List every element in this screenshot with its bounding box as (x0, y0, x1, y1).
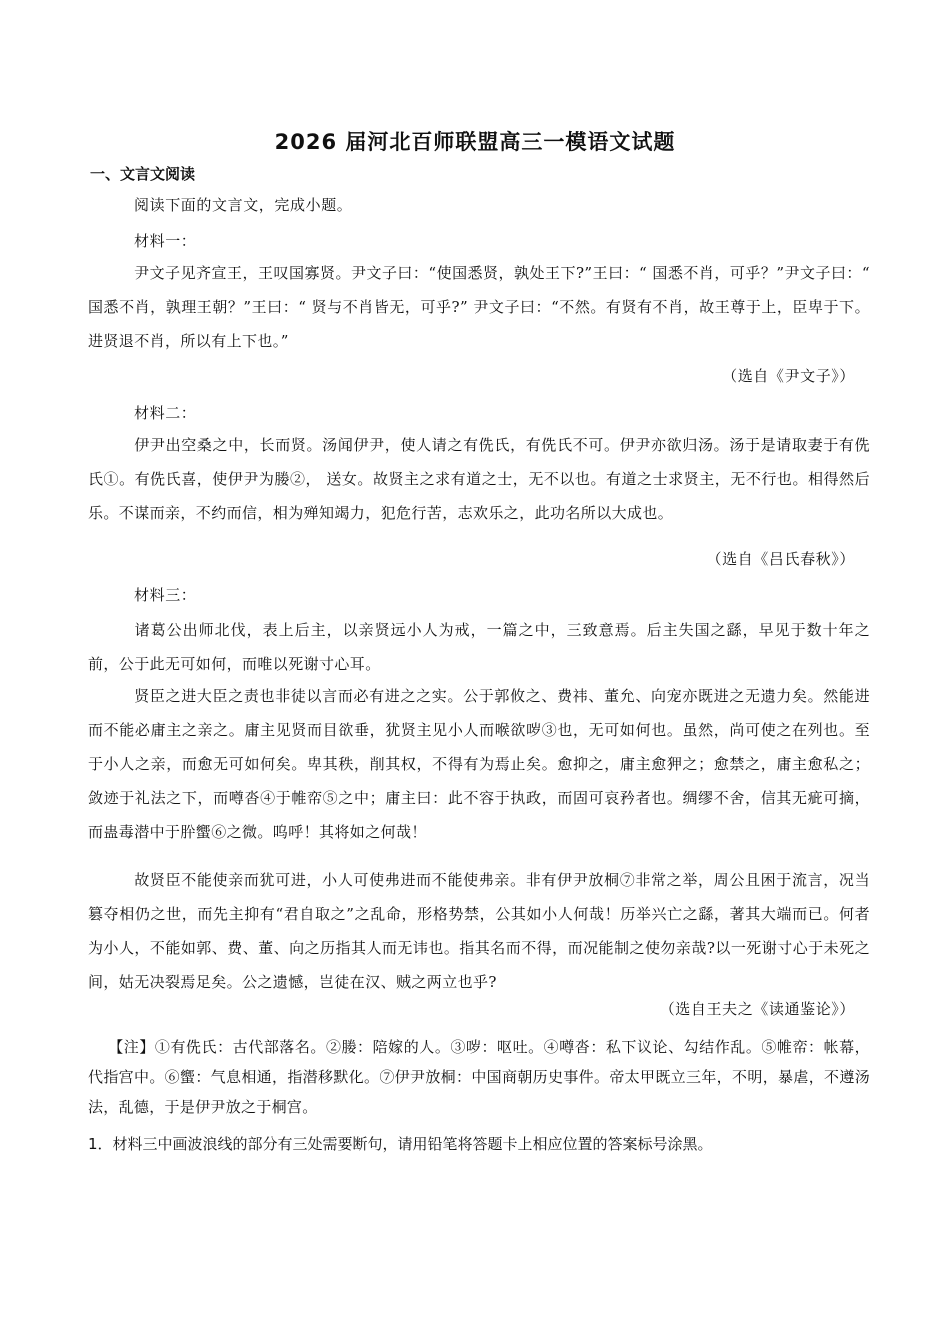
material3-label: 材料三： (134, 586, 197, 604)
section-heading: 一、文言文阅读 (90, 165, 196, 183)
material3-source: （选自王夫之《读通鉴论》） (659, 1000, 855, 1018)
material3-para3: 故贤臣不能使亲而犹可进，小人可使弗进而不能使弗亲。非有伊尹放桐⑦非常之举，周公且困于流言，况当篡夺相仍之世，而先主抑有“君自取之”之乱命，形格势禁，公其如小人何哉！历举兴亡之繇，著其大端而已。何者为小人，不能如郭、费、董、向之历指其人而无讳也。指其名而不得，而况能制之使勿亲哉?以一死谢寸心于未死之间，姑无决裂焉足矣。公之遗憾，岂徒在汉、贼之两立也乎? (88, 871, 870, 991)
page-title: 2026 届河北百师联盟高三一模语文试题 (274, 130, 676, 154)
material3-para1: 诸葛公出师北伐，表上后主，以亲贤远小人为戒，一篇之中，三致意焉。后主失国之繇，早见于数十年之前，公于此无可如何，而唯以死谢寸心耳。 (88, 621, 870, 673)
material1-source: （选自《尹文子》） (722, 367, 855, 385)
material2-label: 材料二： (134, 404, 197, 422)
question-1: 1．材料三中画波浪线的部分有三处需要断句，请用铅笔将答题卡上相应位置的答案标号涂黑。 (88, 1135, 713, 1153)
material2-source: （选自《吕氏春秋》） (706, 550, 855, 568)
material3-para2: 贤臣之进大臣之责也非徒以言而必有进之之实。公于郭攸之、费祎、董允、向宠亦既进之无遗力矣。然能进而不能必庸主之亲之。庸主见贤而目欲垂，犹贤主见小人而喉欲哕③也，无可如何也。虽然，尚可使之在列也。至于小人之亲，而愈无可如何矣。卑其秩，削其权，不得有为焉止矣。愈抑之，庸主愈狎之；愈禁之，庸主愈私之；敛迹于礼法之下，而噂沓④于帷帟⑤之中；庸主曰：此不容于执政，而固可哀矜者也。绸缪不舍，信其无疵可摘，而蛊毒潜中于肸蠁⑥之微。呜呼！其将如之何哉！ (88, 687, 870, 841)
notes: 【注】①有侁氏：古代部落名。②媵：陪嫁的人。③哕：呕吐。④噂沓：私下议论、勾结作乱。⑤帷帟：帐幕，代指宫中。⑥蠁：气息相通，指潜移默化。⑦伊尹放桐：中国商朝历史事件。帝太甲既立三年，不明，暴虐，不遵汤法，乱德，于是伊尹放之于桐宫。 (88, 1038, 870, 1116)
material1-text: 尹文子见齐宣王，王叹国寡贤。尹文子曰：“使国悉贤，孰处王下?”王曰：“ 国悉不肖，可乎？”尹文子曰：“ 国悉不肖，孰理王朝？”王曰：“ 贤与不肖皆无，可乎?” 尹文子曰：“不然。有贤有不肖，故王尊于上，臣卑于下。进贤退不肖，所以有上下也。” (88, 264, 870, 350)
instruction: 阅读下面的文言文，完成小题。 (134, 196, 353, 214)
material1-label: 材料一： (134, 232, 197, 250)
material2-text: 伊尹出空桑之中，长而贤。汤闻伊尹，使人请之有侁氏，有侁氏不可。伊尹亦欲归汤。汤于是请取妻于有侁氏①。有侁氏喜，使伊尹为媵②， 送女。故贤主之求有道之士，无不以也。有道之士求贤主，无不行也。相得然后乐。不谋而亲，不约而信，相为殚知竭力，犯危行苦，志欢乐之，此功名所以大成也。 (88, 436, 870, 522)
